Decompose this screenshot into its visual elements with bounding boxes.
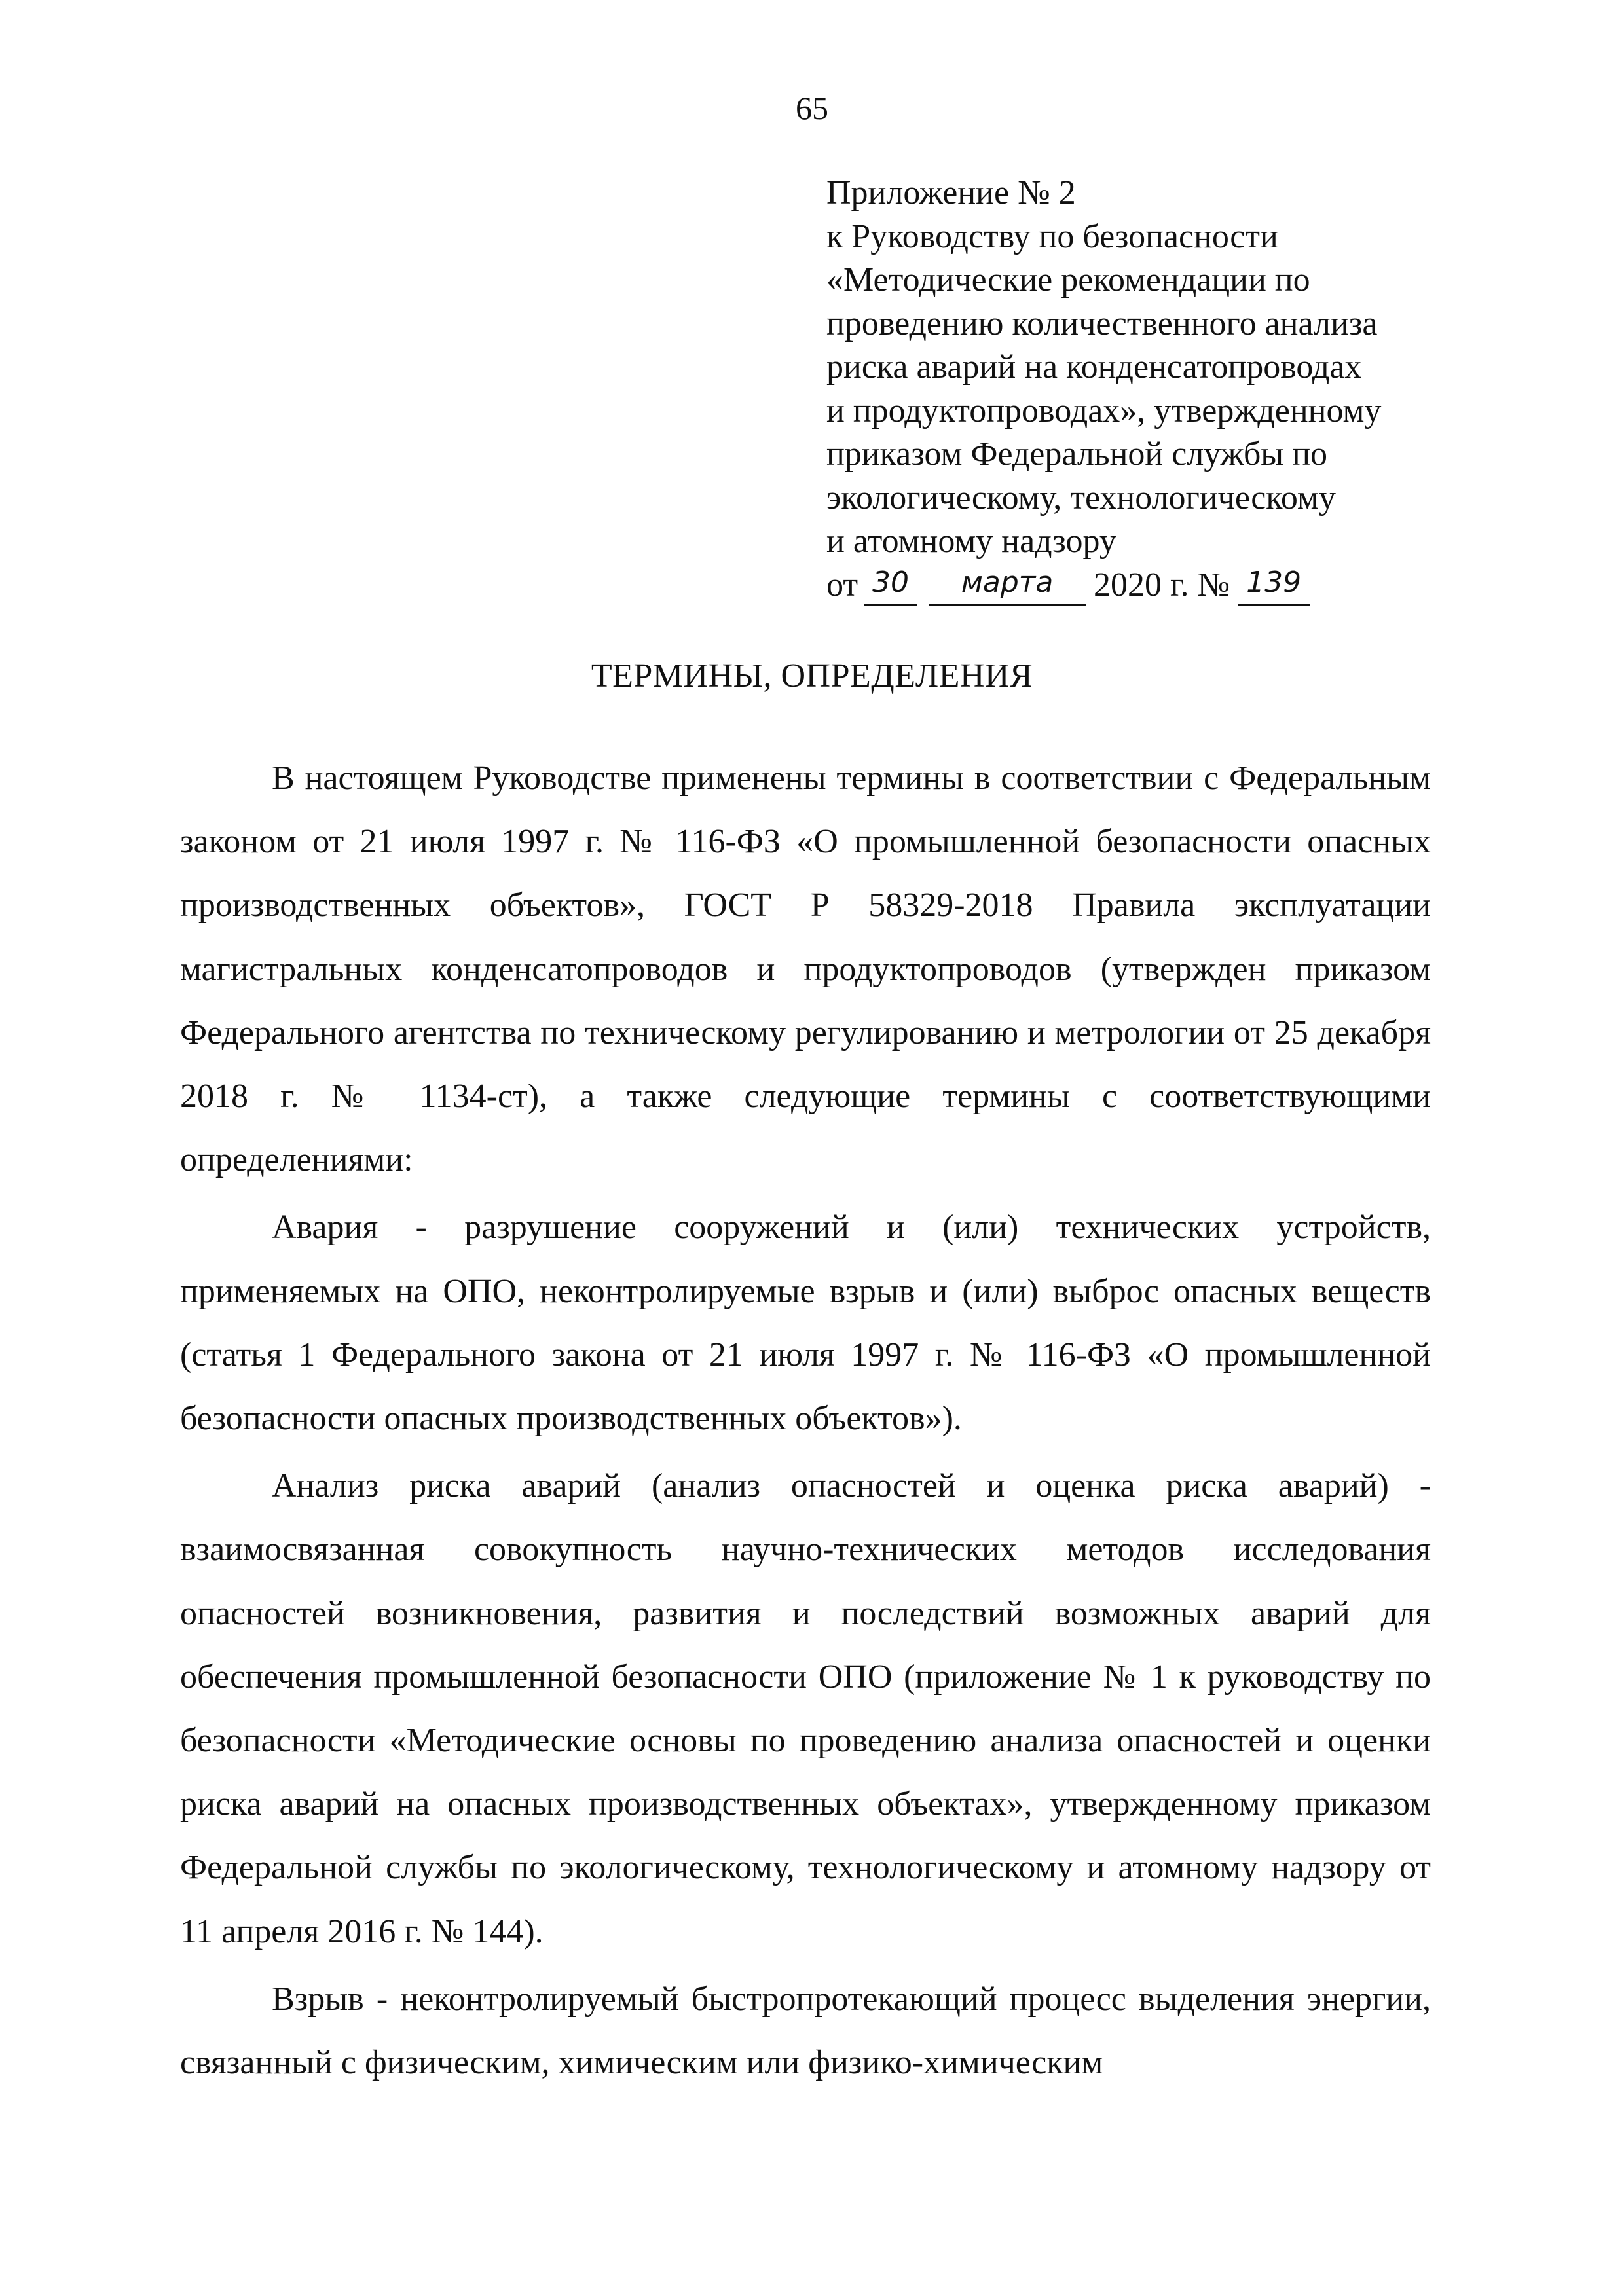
date-prefix: от xyxy=(826,566,858,604)
appendix-line-4: проведению количественного анализа xyxy=(826,304,1378,342)
page-number: 65 xyxy=(796,90,828,126)
handwritten-day xyxy=(864,565,917,606)
appendix-line-9: и атомному надзору xyxy=(826,522,1116,560)
appendix-line-6: и продуктопроводах», утвержденному xyxy=(826,392,1382,429)
appendix-line-8: экологическому, технологическому xyxy=(826,479,1336,517)
paragraph-avariya: Авария - разрушение сооружений и (или) технических устройств, применяемых на ОПО, неконтролируемые взрыв и (или) выброс опасных веществ (статья 1 Федерального закона от 21 июля 1997 г. № 116-ФЗ «О промышленной безопасности опасных производственных объектов»). xyxy=(180,1209,1431,1438)
appendix-line-3: «Методические рекомендации по xyxy=(826,261,1310,299)
handwritten-day-text: 30 xyxy=(872,565,910,599)
handwritten-month xyxy=(929,565,1086,606)
appendix-line-5: риска аварий на конденсатопроводах xyxy=(826,348,1362,386)
appendix-line-1: Приложение № 2 xyxy=(826,174,1076,211)
appendix-line-2: к Руководству по безопасности xyxy=(826,217,1278,255)
handwritten-order-number xyxy=(1238,565,1310,606)
appendix-header xyxy=(826,172,1514,607)
section-heading: ТЕРМИНЫ, ОПРЕДЕЛЕНИЯ xyxy=(591,657,1033,695)
body-text xyxy=(180,746,1431,2094)
handwritten-month-text: марта xyxy=(961,565,1054,599)
order-date-line xyxy=(826,564,1514,608)
paragraph-vzryv: Взрыв - неконтролируемый быстропротекающий процесс выделения энергии, связанный с физическим, химическим или физико-химическим xyxy=(180,1980,1431,2082)
date-year: 2020 г. № xyxy=(1094,566,1230,604)
appendix-line-7: приказом Федеральной службы по xyxy=(826,435,1328,473)
paragraph-intro: В настоящем Руководстве применены термины в соответствии с Федеральным законом от 21 июля 1997 г. № 116-ФЗ «О промышленной безопасности опасных производственных объектов», ГОСТ Р 58329-2018 Правила эксплуатации магистральных конденсатопроводов и продуктопроводов (утвержден приказом Федерального агентства по техническому регулированию и метрологии от 25 декабря 2018 г. № 1134-ст), а также следующие термины с соответствующими определениями: xyxy=(180,759,1431,1179)
paragraph-analiz-riska: Анализ риска аварий (анализ опасностей и оценка риска аварий) - взаимосвязанная совокупность научно-технических методов исследования опасностей возникновения, развития и последствий возможных аварий для обеспечения промышленной безопасности ОПО (приложение № 1 к руководству по безопасности «Методические основы по проведению анализа опасностей и оценки риска аварий на опасных производственных объектах», утвержденному приказом Федеральной службы по экологическому, технологическому и атомному надзору от 11 апреля 2016 г. № 144). xyxy=(180,1467,1431,1950)
handwritten-order-number-text: 139 xyxy=(1246,565,1302,599)
